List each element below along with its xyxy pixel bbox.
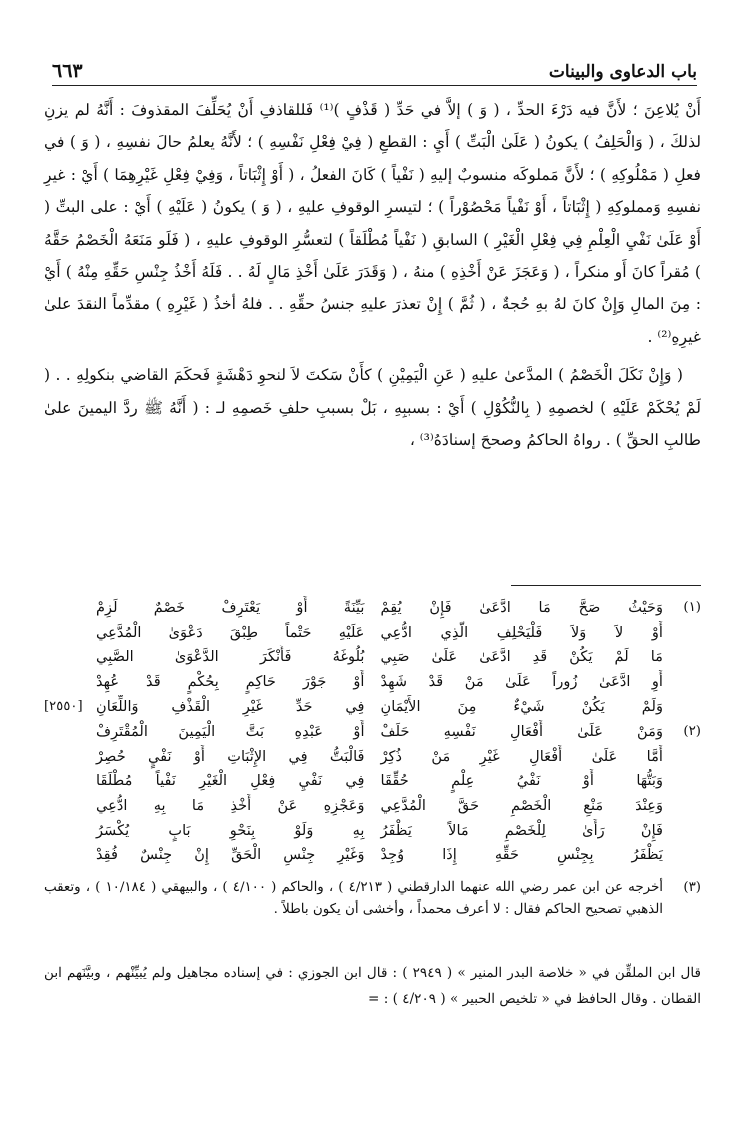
verse-hemistich-left: وَغَيْرِ جِنْسِ الْحَقِّ إِنْ جِنْسٌ فُقِدْ <box>96 846 365 864</box>
running-header <box>52 56 697 86</box>
verse-hemistich-left: أَوْ عَبْدِهِ بَتَّ الْيَمِينَ الْمُقْتَرِفْ <box>96 723 365 740</box>
verse-row <box>44 819 701 844</box>
footnote-text: أخرجه عن ابن عمر رضي الله عنهما الدارقطني ( ٤/٢١٣ ) ، والحاكم ( ٤/١٠٠ ) ، والبيهقي ( ١٠/١٨٤ ) ، وتعقب الذهبي تصحيح الحاكم فقال : لا أعرف محمداً ، وأخشى أن يكون باطلاً . <box>44 880 663 917</box>
paragraph: أَنْ يُلاعِنَ ؛ لأَنَّ فيه دَرْءَ الحدِّ ، ( وَ ) إلاَّ في حَدِّ ( قَذْفٍ )⁽¹⁾ فَللقاذفِ أَنْ يُحَلِّفَ المقذوفَ : أَنَّهُ لم يزنِ لذلكَ ، ( وَالْحَلِفُ ) يكونُ ( عَلَىٰ الْبَتِّ ) أَيِ : القطعِ ( فِيْ فِعْلِ نَفْسِهِ ) ؛ لأَنَّهُ يعلمُ حالَ نفسِهِ ، ( وَ ) في فعلِ ( مَمْلُوكِهِ ) ؛ لأَنَّ مَملوكَه منسوبٌ إليهِ ( نَفْياً ) كَانَ الفعلُ ، ( أَوْ إِثْبَاتاً ، وَفِيْ فِعْلِ غَيْرِهِمَا ) أَيْ : غيرِ نفسِهِ وَمملوكِهِ ( إِثْبَاتاً ، أَوْ نَفْياً مَحْصُوْراً ) ؛ لتيسرِ الوقوفِ عليهِ ، ( وَ ) يكونُ ( عَلَيْهِ ) أَيْ : على البتِّ ( أَوْ عَلَىٰ نَفْيِ الْعِلْمِ فِي فِعْلِ الْغَيْرِ ) السابقِ ( نَفْياً مُطْلَقاً ) لتعسُّرِ الوقوفِ عليهِ ، ( فَلَو مَنَعَهُ الْخَصْمُ حَقَّهُ ) مُقراً كانَ أَو منكراً ، ( وَعَجَزَ عَنْ أَخْذِهِ ) منهُ ، ( وَقَدَرَ عَلَىٰ أَخْذِ مَالٍ لَهُ . . فَلَهُ أَخْذُ جِنْسِ حَقِّهِ مِنْهُ ) أَيْ : مِنَ المالِ وَإِنْ كانَ لهُ بهِ حُجةٌ ، ( ثُمَّ ) إِنْ تعذرَ عليهِ جنسُ حقِّهِ . . فلهُ أخذُ ( غَيْرِهِ ) مقدِّماً النقدَ علىٰ غيرِهِ⁽²⁾ . <box>44 101 701 346</box>
verse-hemistich-left: عَلَيْهِ حَتْماً طِبْقَ دَعْوَىٰ الْمُدَّعِي <box>96 623 365 641</box>
verse-row <box>44 794 701 819</box>
footnote-text-wrap <box>44 877 701 921</box>
verse-row <box>44 645 701 670</box>
verse-hemistich-right: وَمَنْ عَلَىٰ أَفْعَالِ نَفْسِهِ حَلَفْ <box>380 723 663 740</box>
verse-hemistich-right: وَبَتُّهَا أَوْ نَفْيُ عِلْمٍ حُقِّقَا <box>380 772 663 790</box>
verse-row <box>44 695 701 720</box>
footnote-1 <box>44 596 701 719</box>
verse-row <box>44 745 701 770</box>
verse-hemistich-right: وَحَيْثُ صَحَّ مَا ادَّعَىٰ فَإِنْ يُقِمْ <box>380 599 663 616</box>
verse-text: فِي حَدِّ غَيْرِ الْقَذْفِ وَاللِّعَانِ <box>96 697 365 715</box>
verse-row <box>44 720 701 745</box>
verse-row <box>44 621 701 646</box>
chapter-title: باب الدعاوى والبينات <box>548 62 697 82</box>
page-number: ٦٦٣ <box>52 60 83 82</box>
verse-number: [٢٥٥٠] <box>44 698 83 714</box>
verse-hemistich-left <box>44 695 373 720</box>
footnote-continuation: قال ابن الملقِّن في « خلاصة البدر المنير » ( ٢٩٤٩ ) : قال ابن الجوزي : في إسناده مجاهيل ولم يُبيِّنْهم ، وبيَّنَهم ابن القطان . وقال الحافظ في « تلخيص الحبير » ( ٤/٢٠٩ ) : = <box>44 965 701 1007</box>
verse-row <box>44 596 701 621</box>
verse-hemistich-right: يَظْفَرُ بِجِنْسِ حَقِّهِ إِذَا وُجِدْ <box>380 846 663 864</box>
verse-hemistich-right: أَوِ ادَّعَىٰ زُوراً عَلَىٰ مَنْ قَدْ شَهِدْ <box>380 673 663 691</box>
verse-row <box>44 670 701 695</box>
footnote-separator <box>511 585 701 586</box>
footnote-3 <box>44 877 701 921</box>
verse-hemistich-left: بِهِ وَلَوْ بِنَحْوِ بَابٍ يُكْسَرُ <box>96 821 365 839</box>
footnote-number: (١) <box>683 600 701 615</box>
verse-hemistich-left: فِي نَفْيِ فِعْلِ الْغَيْرِ نَفْياً مُطْلَقَا <box>96 772 365 790</box>
verse-row <box>44 769 701 794</box>
verse-hemistich-right: وَلَمْ يَكُنْ شَيْءٌ مِنَ الأَيْمَانِ <box>380 697 663 715</box>
paragraph: ( وَإِنْ نَكَلَ الْخَصْمُ ) المدَّعىٰ عليهِ ( عَنِ الْيَمِيْنِ ) كأَنْ سَكتَ لاَ لنحوِ دَهْشَةٍ فَحكَمَ القاضي بنكولِهِ . . ( لَمْ يُحْكَمْ عَلَيْهِ ) لخصمِهِ ( بِالنُّكُوْلِ ) أَيْ : بسببِهِ ، بَلْ بسببِ حلفِ خَصمِهِ لـ : ( أَنَّهُ ﷺ ردَّ اليمينَ علىٰ طالبِ الحقِّ ) . رواهُ الحاكمُ وصححَ إسنادَهُ⁽³⁾ ، <box>44 366 701 450</box>
verse-hemistich-right: فَإِنْ رَأَىٰ لِلْخَصْمِ مَالاً يَظْفَرُ <box>380 821 663 839</box>
verse-hemistich-left: أَوْ جَوْرَ حَاكِمٍ بِحُكْمٍ قَدْ عُهِدْ <box>96 673 365 691</box>
verse-hemistich-left: فَالْبَتُّ فِي الإِثْبَاتِ أَوْ نَفْيٍ حُصِرْ <box>96 747 365 765</box>
verse-row <box>44 843 701 868</box>
verse-hemistich-left: بُلُوغَهُ فَأَنْكَرَ الدَّعْوَىٰ الصَّبِي <box>96 648 365 666</box>
footnote-number: (٢) <box>683 724 701 739</box>
verse-hemistich-right: أَمَّا عَلَىٰ أَفْعَالِ غَيْرِ مَنْ ذُكِرْ <box>380 747 663 765</box>
verse-hemistich-right: مَا لَمْ يَكُنْ قَدِ ادَّعَىٰ عَلَىٰ صَبِي <box>380 648 663 666</box>
verse-hemistich-right: وَعِنْدَ مَنْعِ الْخَصْمِ حَقَّ الْمُدَّعِي <box>380 797 663 815</box>
verse-hemistich-left: وَعَجْزِهِ عَنْ أَخْذِ مَا بِهِ ادُّعِي <box>96 797 365 815</box>
footnote-number: (٣) <box>683 880 701 895</box>
verse-hemistich-right: أَوْ لاَ وَلاَ فَلْيَحْلِفِ الَّذِي ادُّعِي <box>380 623 663 641</box>
main-text <box>44 94 701 456</box>
footnote-2 <box>44 720 701 868</box>
verse-hemistich-left: بَيِّنَةً أَوْ يَعْتَرِفْ خَصْمٌ لَزِمْ <box>96 599 365 616</box>
